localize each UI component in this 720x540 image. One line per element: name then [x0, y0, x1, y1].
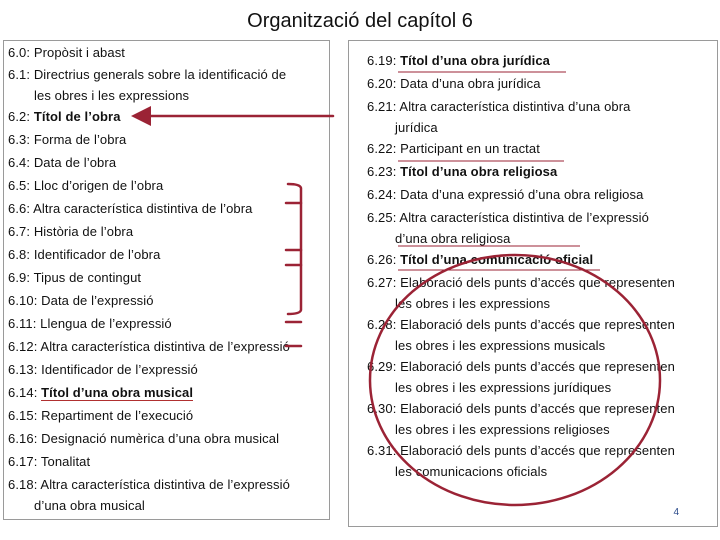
list-item: 6.25: Altra característica distintiva de l’expressió d’una obra religiosa — [367, 210, 649, 246]
list-item: 6.11: Llengua de l’expressió — [8, 316, 172, 331]
list-item: 6.20: Data d’una obra jurídica — [367, 76, 541, 91]
list-item: 6.26: Títol d’una comunicació oficial — [367, 252, 594, 267]
list-item: 6.22: Participant en un tractat — [367, 141, 540, 156]
list-item: 6.6: Altra característica distintiva de l’obra — [8, 201, 253, 216]
list-item: 6.10: Data de l’expressió — [8, 293, 154, 308]
page-number: 4 — [673, 507, 679, 518]
list-item: 6.9: Tipus de contingut — [8, 270, 142, 285]
list-item: 6.15: Repartiment de l’execució — [8, 408, 194, 423]
list-item: 6.13: Identificador de l’expressió — [8, 362, 198, 377]
list-item: 6.1: Directrius generals sobre la identificació de les obres i les expressions — [8, 67, 287, 103]
list-item: 6.16: Designació numèrica d’una obra musical — [8, 431, 280, 446]
left-column — [3, 40, 330, 520]
list-item: 6.23: Títol d’una obra religiosa — [367, 164, 558, 179]
list-item: 6.29: Elaboració dels punts d’accés que representen les obres i les expressions jurídiques — [367, 359, 675, 395]
list-item: 6.17: Tonalitat — [8, 454, 91, 469]
list-item: 6.7: Història de l’obra — [8, 224, 134, 239]
list-item: 6.14: Títol d’una obra musical — [8, 385, 194, 400]
list-item: 6.0: Propòsit i abast — [8, 45, 126, 60]
list-item: 6.8: Identificador de l’obra — [8, 247, 161, 262]
list-item: 6.31: Elaboració dels punts d’accés que representen les comunicacions oficials — [367, 443, 675, 479]
list-item: 6.30: Elaboració dels punts d’accés que representen les obres i les expressions religioses — [367, 401, 675, 437]
list-item: 6.27: Elaboració dels punts d’accés que representen les obres i les expressions — [367, 275, 675, 311]
list-item: 6.3: Forma de l’obra — [8, 132, 127, 147]
list-item: 6.24: Data d’una expressió d’una obra religiosa — [367, 187, 644, 202]
slide-title: Organització del capítol 6 — [247, 10, 473, 32]
list-item: 6.5: Lloc d’origen de l’obra — [8, 178, 164, 193]
right-column — [348, 40, 718, 527]
list-item: 6.12: Altra característica distintiva de l’expressió — [8, 339, 290, 354]
list-item: 6.18: Altra característica distintiva de l’expressió d’una obra musical — [8, 477, 290, 513]
list-item: 6.2: Títol de l’obra — [8, 109, 121, 124]
list-item: 6.21: Altra característica distintiva d’una obra jurídica — [367, 99, 631, 135]
list-item: 6.4: Data de l’obra — [8, 155, 117, 170]
list-item: 6.28: Elaboració dels punts d’accés que representen les obres i les expressions musicals — [367, 317, 675, 353]
list-item: 6.19: Títol d’una obra jurídica — [367, 53, 550, 68]
